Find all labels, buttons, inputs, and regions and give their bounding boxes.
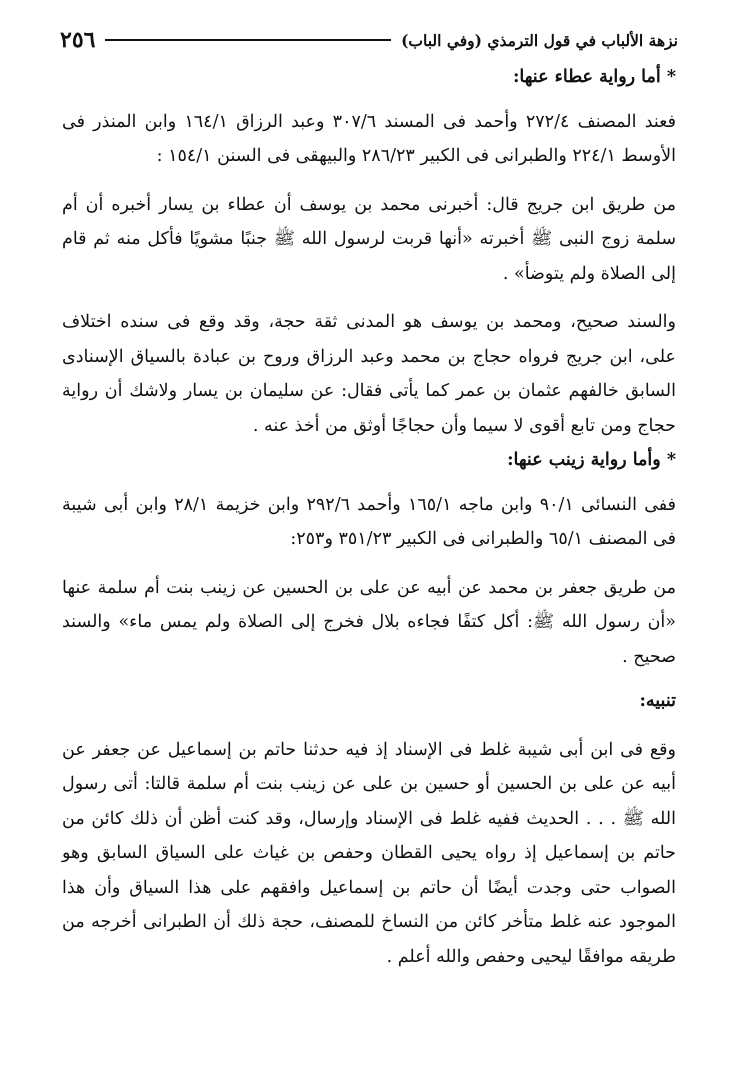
paragraph-zaynab-sources: ففى النسائى ٩٠/١ وابن ماجه ١٦٥/١ وأحمد ٢٩٢/٦ وابن خزيمة ٢٨/١ وابن أبى شيبة فى المصنف ٦٥/١ والطبرانى فى الكبير ٣٥١/٢٣ و٢٥٣: xyxy=(62,494,677,549)
paragraph-ataa-chain: من طريق ابن جريج قال: أخبرنى محمد بن يوسف أن عطاء بن يسار أخبره أن أم سلمة زوج النبى ﷺ أخبرته «أنها قربت لرسول الله ﷺ جنبًا مشويًا فأكل منه ثم قام إلى الصلاة ولم يتوضأ» . xyxy=(62,194,676,284)
paragraph-note: وقع فى ابن أبى شيبة غلط فى الإسناد إذ فيه حدثنا حاتم بن إسماعيل عن جعفر عن أبيه عن على بن الحسين أو حسين بن على عن زينب بنت أم سلمة قالتا: أتى رسول الله ﷺ . . . الحديث ففيه غلط فى الإسناد وإرسال، وقد كنت أظن أن ذلك كائن من حاتم بن إسماعيل إذ رواه يحيى القطان وحفص بن غياث على السياق السابق وهو الصواب حتى وجدت أيضًا أن حاتم بن إسماعيل وافقهم على هذا السياق وأن هذا الموجود عنه غلط متأخر كائن من النساخ للمصنف، حجة ذلك أن الطبرانى أخرجه من طريقه موافقًا ليحيى وحفص والله أعلم . xyxy=(62,739,676,967)
running-title: نزهة الألباب في قول الترمذي (وفي الباب) xyxy=(401,30,678,50)
paragraph-ataa-grading: والسند صحيح، ومحمد بن يوسف هو المدنى ثقة حجة، وقد وقع فى سنده اختلاف على، ابن جريج فرواه حجاج بن محمد وعبد الرزاق وروح بن عبادة بالسياق الإسنادى السابق خالفهم عثمان بن عمر كما يأتى فقال: عن سليمان بن يسار ولاشك أن رواية حجاج ومن تابع أقوى لا سيما وأن حجاجًا أوثق من أخذ عنه . xyxy=(62,312,676,436)
page-body xyxy=(62,60,676,974)
page-header xyxy=(60,22,678,58)
page-number: ٢٥٦ xyxy=(60,27,96,53)
paragraph-zaynab-chain: من طريق جعفر بن محمد عن أبيه عن على بن الحسين عن زينب بنت أم سلمة عنها «أن رسول الله ﷺ: أكل كتفًا فجاءه بلال فخرج إلى الصلاة ولم يمس ماء» والسند صحيح . xyxy=(62,577,676,667)
section-heading-note: تنبيه: xyxy=(639,691,676,711)
section-heading-ataa: * أما رواية عطاء عنها: xyxy=(512,67,676,87)
paragraph-ataa-sources: فعند المصنف ٢٧٢/٤ وأحمد فى المسند ٣٠٧/٦ وعبد الرزاق ١٦٤/١ وابن المنذر فى الأوسط ٢٢٤/١ والطبرانى فى الكبير ٢٨٦/٢٣ والبيهقى فى السنن ١٥٤/١ : xyxy=(62,111,676,166)
header-rule xyxy=(105,39,391,41)
section-heading-zaynab: * وأما رواية زينب عنها: xyxy=(507,450,676,470)
